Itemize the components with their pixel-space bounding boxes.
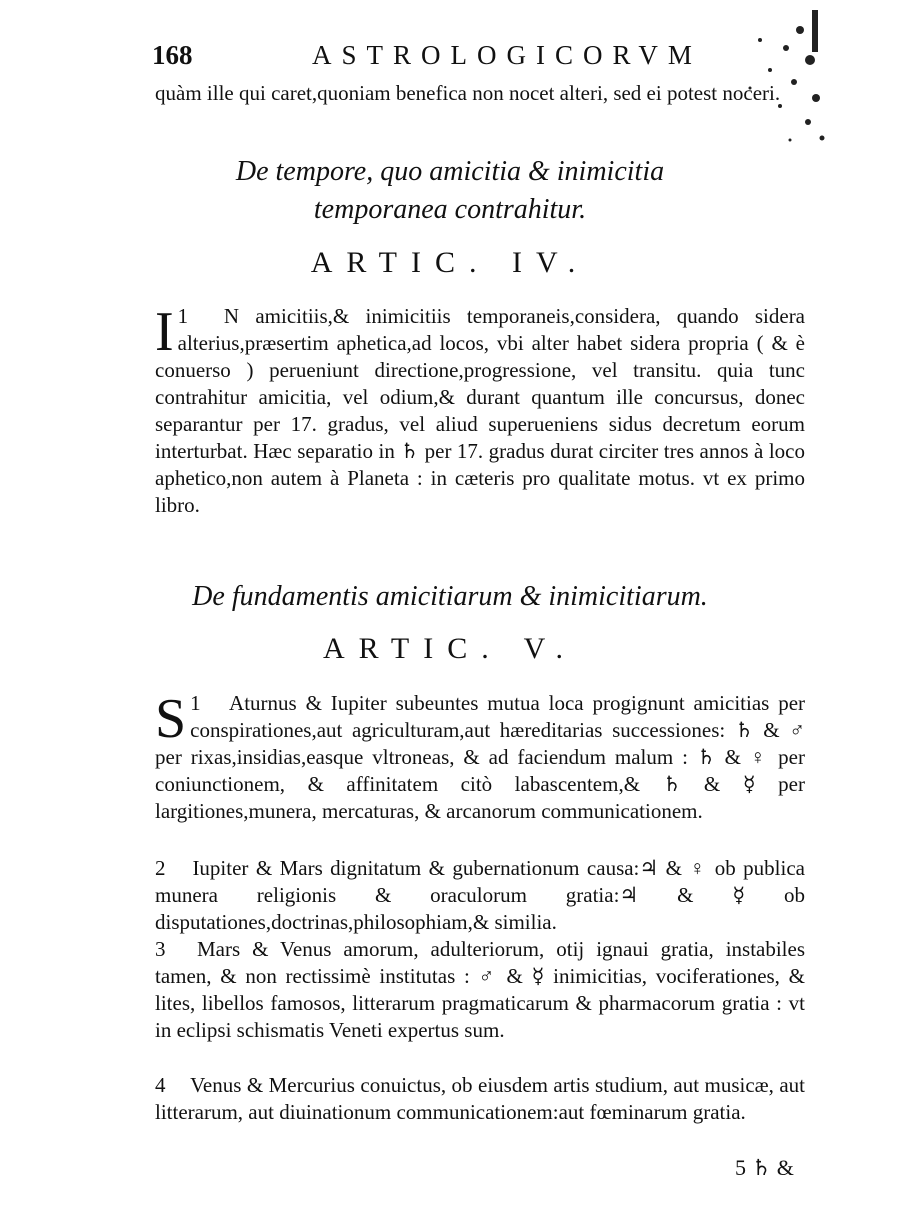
running-title: ASTROLOGICORVM xyxy=(312,40,702,70)
paragraph-number: 1 xyxy=(177,304,189,328)
drop-cap: I xyxy=(155,301,174,363)
item-number: 1 xyxy=(190,691,201,715)
paragraph-text: N amicitiis,& inimicitiis temporaneis,considera, quando sidera alterius,præsertim aphetica,ad locos, vbi alter habet sidera propria ( & è conuerso ) perueniunt directione,progressione, vel transitu. quia tunc contrahitur amicitia, vel odium,& durant quantum ille concursus, donec separantur per 17. gradus, vel aliud superueniens sidus decretum eorum interturbat. Hæc separatio in ♄ per 17. gradus durat circiter tres annos à loco aphetico,non autem à Planeta : in cæteris pro qualitate motus. vt ex primo libro. xyxy=(155,304,806,517)
item-number: 3 xyxy=(155,937,166,961)
item-text: Mars & Venus amorum, adulteriorum, otij ignaui gratia, instabiles tamen, & non rectissimè institutas : ♂ & ☿ inimicitias, vociferationes, & lites, libellos famosos, litterarum pragmaticarum & pharmacorum gratia : vt in eclipsi schismatis Veneti expertus sum. xyxy=(155,937,806,1042)
item-number: 2 xyxy=(155,856,166,880)
item-text: Aturnus & Iupiter subeuntes mutua loca progignunt amicitias per conspirationes,aut agriculturam,aut hæreditarias successiones: ♄ & ♂ per rixas,insidias,easque vltroneas, & ad faciendum malum : ♄ & ♀ per coniunctionem, & affinitatem citò labascentem,& ♄ & ☿ per largitiones,munera, mercaturas, & arcanorum communicationem. xyxy=(155,691,806,823)
article-5-item-2 xyxy=(155,855,805,936)
article-5-item-1 xyxy=(155,690,805,825)
carryover-text: quàm ille qui caret,quoniam benefica non nocet alteri, sed ei potest noceri. xyxy=(155,81,781,105)
article-4-paragraph xyxy=(155,303,805,519)
item-text: Venus & Mercurius conuictus, ob eiusdem artis studium, aut musicæ, aut litterarum, aut diuinationum communicationem:aut fœminarum gratia. xyxy=(155,1073,806,1124)
item-number: 4 xyxy=(155,1073,166,1097)
section-heading-line2: temporanea contrahitur. xyxy=(313,194,587,225)
article-heading: ARTIC. V. xyxy=(323,632,577,665)
article-5-item-4 xyxy=(155,1072,805,1126)
page-number: 168 xyxy=(152,40,193,70)
article-5-item-3 xyxy=(155,936,805,1044)
article-heading: ARTIC. IV. xyxy=(310,246,590,279)
section-heading: De fundamentis amicitiarum & inimicitiarum. xyxy=(192,581,708,612)
section-heading-line1: De tempore, quo amicitia & inimicitia xyxy=(235,156,665,187)
drop-cap: S xyxy=(155,688,187,750)
catchword: 5 ♄ & xyxy=(735,1155,794,1180)
item-text: Iupiter & Mars dignitatum & gubernationum causa:♃ & ♀ ob publica munera religionis & oraculorum gratia:♃ & ☿ ob disputationes,doctrinas,philosophiam,& similia. xyxy=(155,856,805,934)
